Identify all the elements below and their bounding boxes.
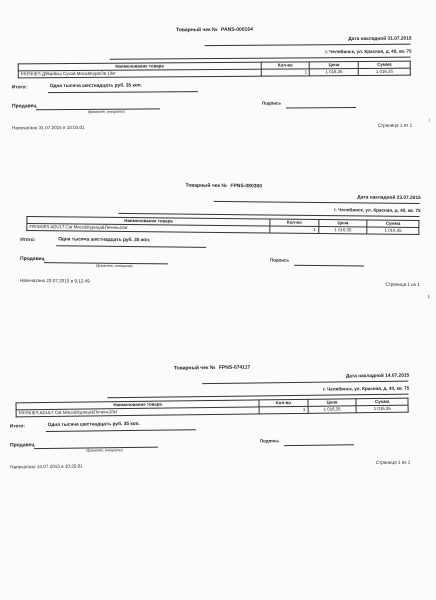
item-qty: 1 <box>270 226 319 234</box>
total-amount-words: Одна тысяча шестнадцать руб. 35 коп. <box>58 237 151 244</box>
page-number: Страница 1 из 1 <box>385 281 420 288</box>
column-price-header: Цена <box>319 219 368 227</box>
item-name: FRISKIES ADULT Cat Мясо&Курица&Печень10кг <box>27 223 270 233</box>
receipt-number: FPNS-080300 <box>230 183 263 190</box>
margin-mark: 1 <box>427 294 430 299</box>
invoice-date-value: 23.07.2015 <box>396 195 421 202</box>
divider <box>56 245 206 248</box>
store-address: г. Челябинск, ул. Красная, д. 40, кв. 75 <box>334 207 421 214</box>
divider <box>48 91 198 93</box>
page-number: Страница 1 из 1 <box>377 122 413 128</box>
receipt-title-label: Товарный чек № <box>173 364 216 372</box>
item-price: 1 016,35 <box>310 68 359 75</box>
items-table <box>15 398 408 418</box>
page-number: Страница 1 из 1 <box>375 459 411 466</box>
total-amount-words: Одна тысяча шестнадцать руб. 35 коп. <box>47 421 140 429</box>
receipt-title <box>19 181 429 191</box>
column-name-header: Наименование товара <box>18 62 261 71</box>
invoice-date-label: Дата накладной <box>357 195 396 201</box>
seller-label: Продавец <box>9 442 35 449</box>
column-sum-header: Сумма <box>358 61 410 68</box>
seller-label: Продавец <box>19 255 45 263</box>
invoice-date-value: 14.07.2015 <box>385 373 410 379</box>
column-qty-header: Кол-во <box>259 399 308 407</box>
invoice-date <box>346 374 409 380</box>
seller-caption: (фамилия, инициалы) <box>86 448 123 453</box>
items-table <box>26 216 419 235</box>
seller-caption: (фамилия, инициалы) <box>95 263 133 269</box>
item-qty: 1 <box>261 69 310 76</box>
item-sum: 1 016,35 <box>358 68 410 75</box>
invoice-date-label: Дата накладной <box>348 36 387 43</box>
column-sum-header: Сумма <box>367 220 419 228</box>
item-price: 1 016,35 <box>318 226 367 234</box>
total-label: Итого: <box>20 237 36 244</box>
item-name: FRISKIES Д/Взрбсш Сухой Мясо&Кур&Ов 10кг <box>18 69 261 78</box>
seller-caption: (фамилия, инициалы) <box>88 109 125 114</box>
signature-label: Подпись <box>259 438 280 444</box>
receipt-2 <box>17 174 429 348</box>
receipt-title <box>7 363 417 374</box>
column-name-header: Наименование товара <box>27 216 270 226</box>
divider <box>202 381 408 385</box>
divider <box>214 201 420 204</box>
column-price-header: Цена <box>310 61 359 68</box>
table-row <box>18 68 410 78</box>
store-address: г. Челябинск, ул. Красная, д. 40, кв. 75 <box>325 48 412 55</box>
item-price: 1 016,35 <box>308 406 357 414</box>
column-qty-header: Кол-во <box>270 219 319 227</box>
receipt-title <box>9 26 419 35</box>
item-sum: 1 016,35 <box>367 227 419 235</box>
receipt-title-label: Товарный чек № <box>185 182 228 190</box>
divider <box>110 57 411 60</box>
item-name: FRISKIES ADULT Cat Мясо&Курица&Печень10кг <box>16 407 259 417</box>
signature-line <box>286 107 356 108</box>
total-label: Итого: <box>9 424 25 430</box>
receipt-number: PANS-000164 <box>220 26 253 33</box>
column-price-header: Цена <box>308 399 357 407</box>
invoice-date <box>348 37 411 42</box>
items-table <box>18 61 411 79</box>
printed-timestamp: Напечатано 31.07.2015 в 10:04:01 <box>12 124 85 131</box>
column-sum-header: Сумма <box>356 398 408 406</box>
signature-label: Подпись <box>261 100 282 106</box>
signature-line <box>294 265 364 267</box>
seller-label: Продавец <box>11 103 37 110</box>
invoice-date-value: 31.07.2015 <box>387 36 412 42</box>
printed-timestamp: Напечатано 14.07.2015 в 10:25:01 <box>10 463 83 470</box>
invoice-date <box>357 195 420 201</box>
signature-label: Подпись <box>269 257 290 263</box>
column-name-header: Наименование товара <box>16 400 259 410</box>
store-address: г. Челябинск, ул. Красная, д. 40, кв. 75 <box>322 385 410 392</box>
signature-line <box>284 444 354 446</box>
divider <box>46 429 196 432</box>
receipt-title-label: Товарный чек № <box>176 26 218 34</box>
margin-mark: / <box>428 118 430 123</box>
printed-timestamp: Напечатано 23.07.2015 в 9:12:49 <box>19 277 90 284</box>
receipt-3 <box>7 356 419 531</box>
receipt-number: FPNS-074117 <box>218 364 251 371</box>
item-qty: 1 <box>259 406 308 414</box>
invoice-date-label: Дата накладной <box>345 373 384 380</box>
item-sum: 1 016,35 <box>356 405 408 413</box>
divider <box>205 44 411 46</box>
receipt-1 <box>9 19 420 192</box>
total-label: Итого: <box>11 85 28 91</box>
total-amount-words: Одна тысяча шестнадцать руб. 35 коп. <box>49 83 143 90</box>
column-qty-header: Кол-во <box>261 62 310 69</box>
